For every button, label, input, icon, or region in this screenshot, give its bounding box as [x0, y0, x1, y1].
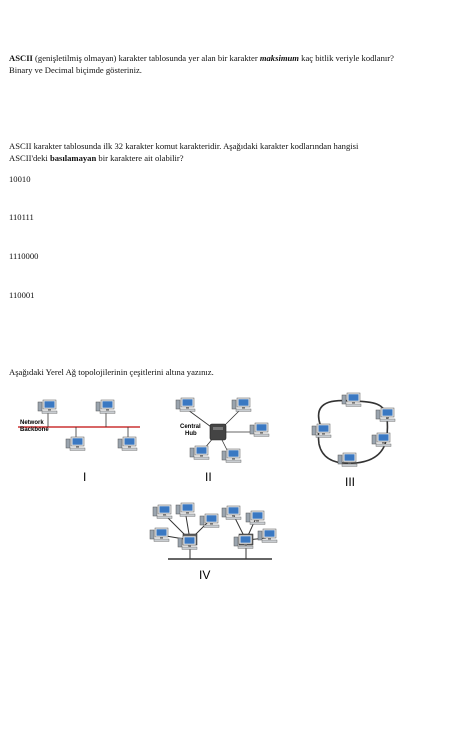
- label-III: III: [345, 475, 356, 489]
- ring-topology: [312, 393, 395, 466]
- tree-topology: [150, 503, 277, 559]
- q2-line-2c: bir karaktere ait olabilir?: [96, 153, 184, 163]
- label-I: I: [83, 470, 87, 484]
- q1-text-2: kaç bitlik veriyle kodlanır? Binary ve Decimal biçimde gösteriniz.: [9, 53, 394, 75]
- q2-option-a: 10010: [9, 174, 31, 184]
- hub-label-1: Central: [180, 424, 201, 430]
- q1-emphasis: maksimum: [259, 53, 299, 63]
- q2-line-1: ASCII karakter tablosunda ilk 32 karakter komut karakteridir. Aşağıdaki karakter kodlarından hangisi: [9, 141, 359, 151]
- label-II: II: [205, 470, 212, 484]
- q2-option-d: 110001: [9, 290, 35, 300]
- hub-label-2: Hub: [185, 431, 197, 437]
- q1-text-1: (genişletilmiş olmayan) karakter tablosunda yer alan bir karakter: [32, 53, 260, 63]
- star-topology: [176, 398, 269, 462]
- bus-topology: [18, 400, 140, 450]
- q2-emphasis: basılamayan: [49, 153, 97, 163]
- q2-option-b: 110111: [9, 212, 34, 222]
- bus-label-1: Network: [20, 420, 44, 426]
- q2-option-c: 1110000: [9, 251, 39, 261]
- bus-label-2: Backbone: [20, 427, 49, 433]
- q2-line-2a: ASCII'deki: [9, 153, 50, 163]
- q1-ascii: ASCII: [9, 53, 33, 63]
- question-3: Aşağıdaki Yerel Ağ topolojilerinin çeşitlerini altına yazınız.: [9, 367, 214, 377]
- label-IV: IV: [199, 568, 211, 582]
